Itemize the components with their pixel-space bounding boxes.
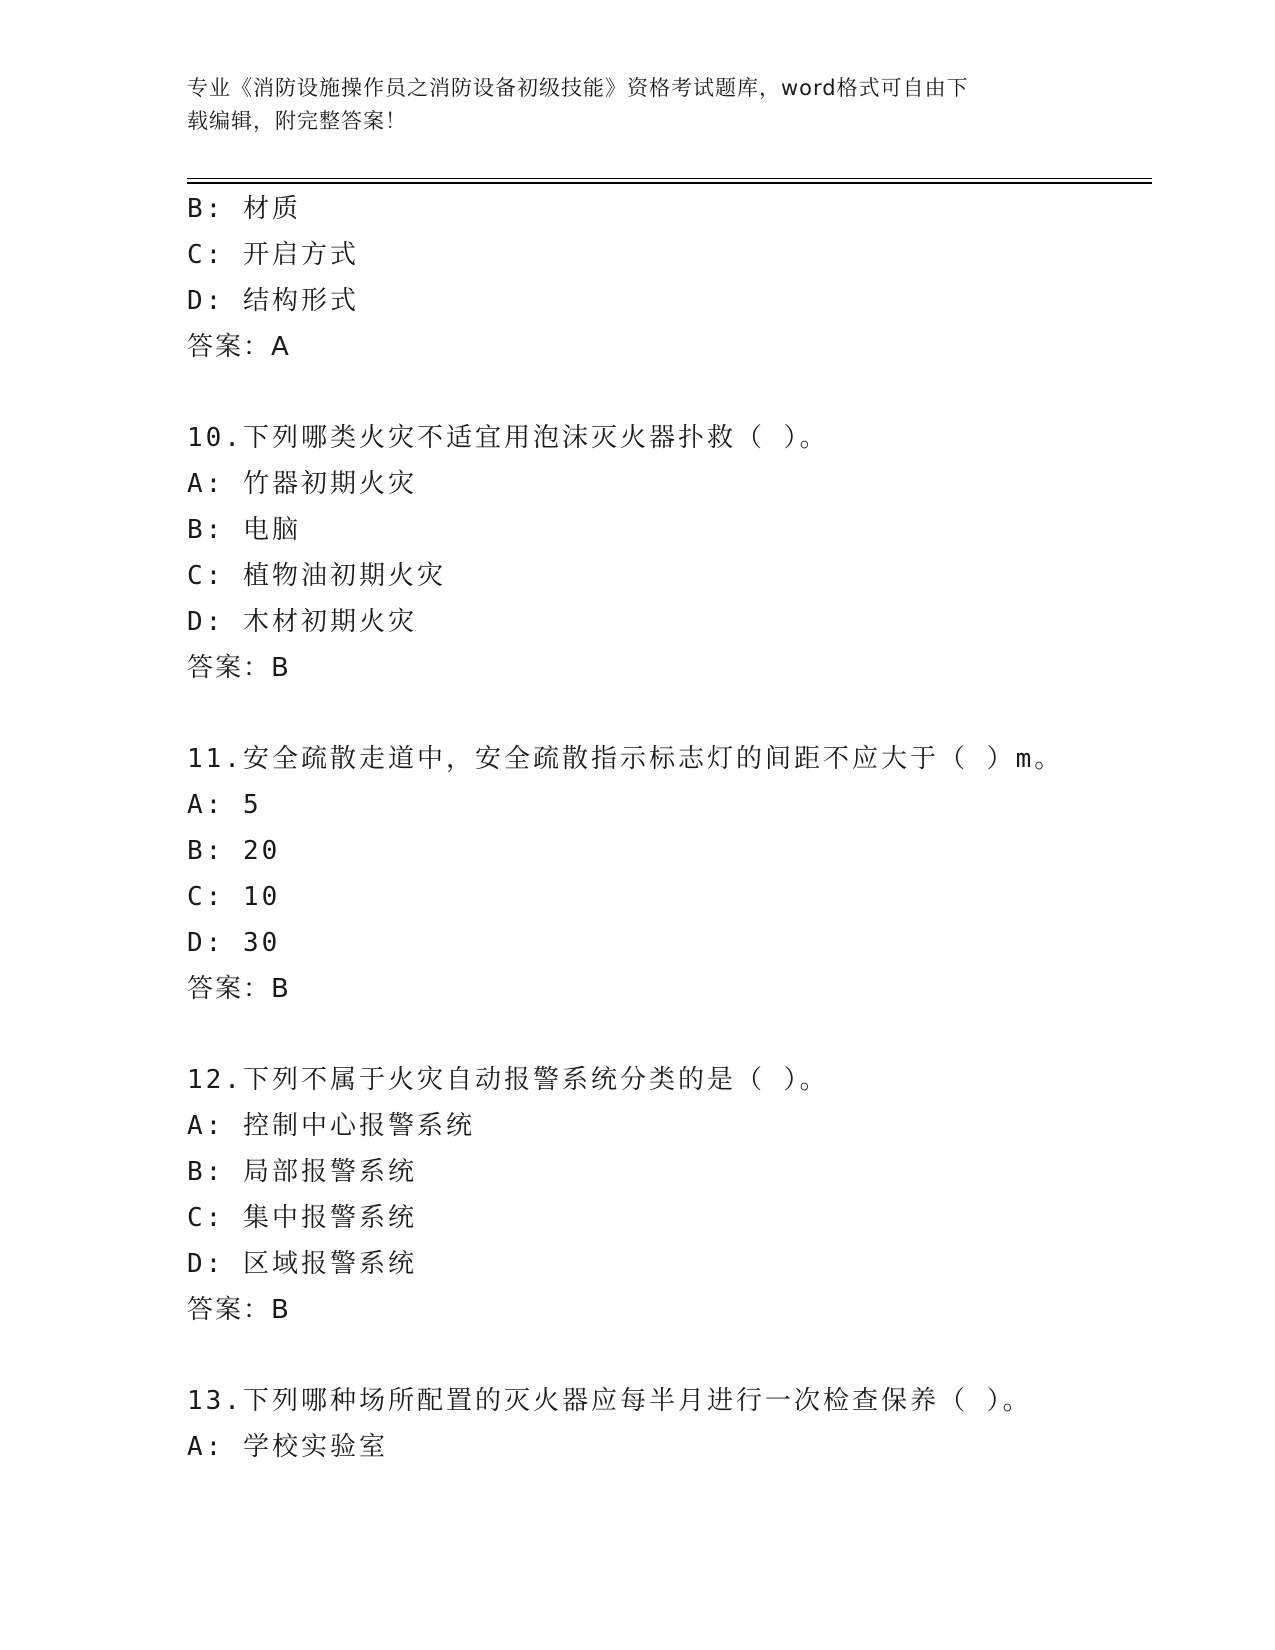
spacer [187, 691, 1152, 736]
question-list [187, 186, 1152, 1470]
option-c: C: 10 [187, 882, 281, 912]
option-d: D: 30 [187, 928, 281, 958]
question-text: 13.下列哪种场所配置的灭火器应每半月进行一次检查保养（ ）。 [187, 1386, 1032, 1416]
question-block-13 [187, 1378, 1152, 1470]
spacer [187, 1333, 1152, 1378]
header-line-2: 载编辑，附完整答案！ [187, 109, 407, 133]
question-block-10 [187, 415, 1152, 691]
question-block-11 [187, 736, 1152, 1012]
option-a: A: 5 [187, 790, 262, 820]
question-text: 12.下列不属于火灾自动报警系统分类的是（ ）。 [187, 1065, 829, 1095]
document-header [187, 72, 1087, 138]
option-c: C: 开启方式 [187, 240, 359, 270]
header-divider-thin [187, 178, 1152, 179]
question-text: 10.下列哪类火灾不适宜用泡沫灭火器扑救（ ）。 [187, 423, 829, 453]
answer-line: 答案：B [187, 974, 291, 1004]
header-line-1: 专业《消防设施操作员之消防设备初级技能》资格考试题库，word格式可自由下 [187, 76, 969, 100]
answer-line: 答案：A [187, 332, 291, 362]
spacer [187, 1012, 1152, 1057]
option-b: B: 材质 [187, 194, 301, 224]
option-b: B: 局部报警系统 [187, 1157, 417, 1187]
option-a: A: 竹器初期火灾 [187, 469, 417, 499]
spacer [187, 370, 1152, 415]
answer-line: 答案：B [187, 1295, 291, 1325]
question-block-12 [187, 1057, 1152, 1333]
option-b: B: 电脑 [187, 515, 301, 545]
option-a: A: 控制中心报警系统 [187, 1111, 475, 1141]
option-b: B: 20 [187, 836, 281, 866]
option-d: D: 木材初期火灾 [187, 607, 417, 637]
header-divider-thick [187, 182, 1152, 184]
option-d: D: 区域报警系统 [187, 1249, 417, 1279]
option-a: A: 学校实验室 [187, 1432, 388, 1462]
option-c: C: 植物油初期火灾 [187, 561, 446, 591]
question-text: 11.安全疏散走道中，安全疏散指示标志灯的间距不应大于（ ）m。 [187, 744, 1064, 774]
option-d: D: 结构形式 [187, 286, 359, 316]
question-block-partial [187, 186, 1152, 370]
answer-line: 答案：B [187, 653, 291, 683]
option-c: C: 集中报警系统 [187, 1203, 417, 1233]
